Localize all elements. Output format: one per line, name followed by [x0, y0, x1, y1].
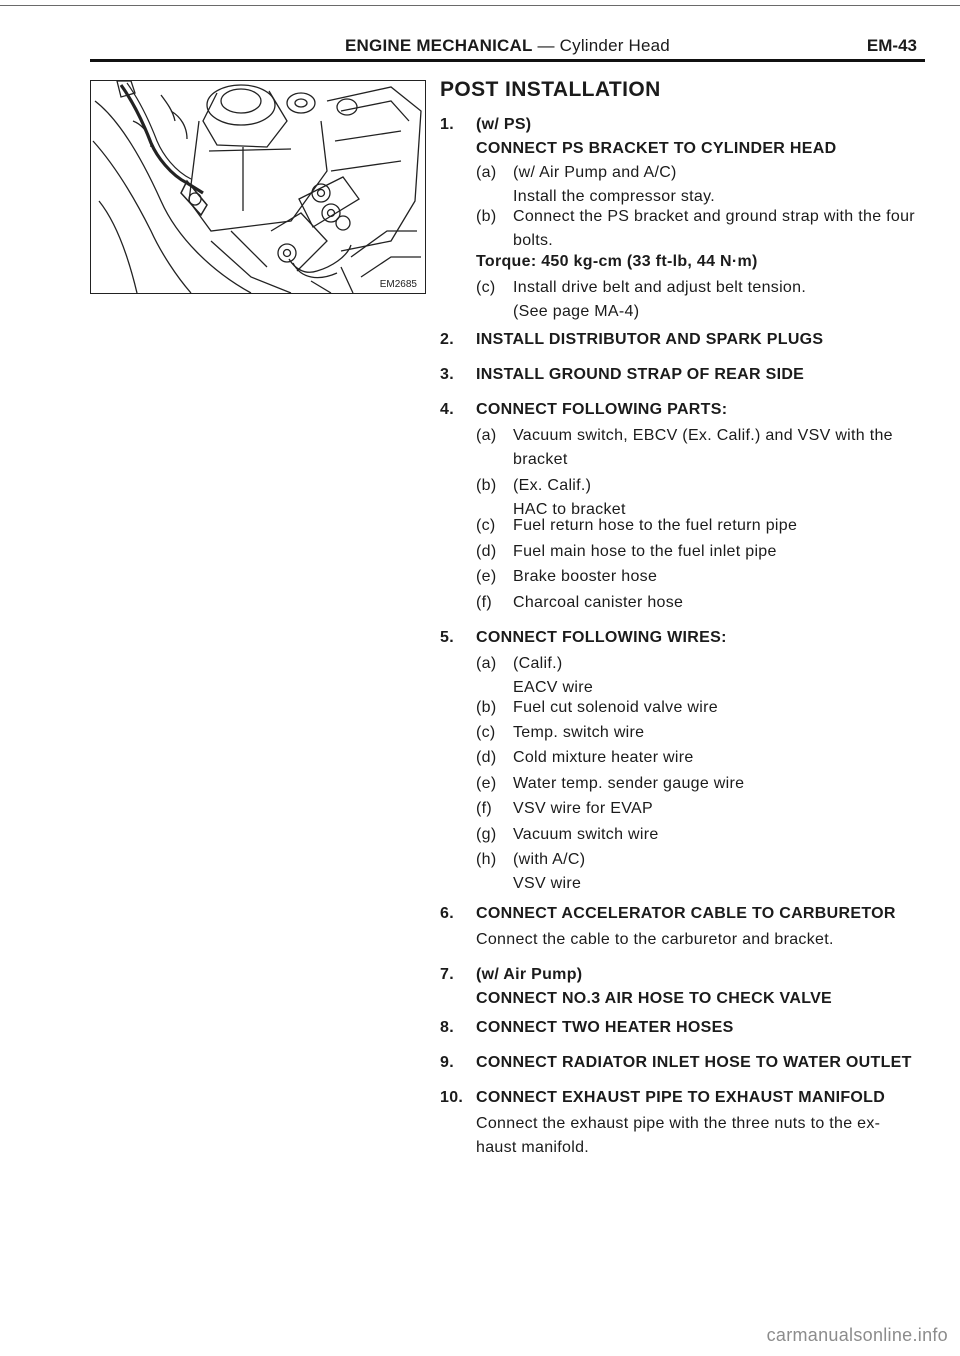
step-note-line: Connect the exhaust pipe with the three nuts to the ex- [476, 1115, 881, 1132]
substep-letter: (g) [476, 826, 497, 843]
step-number: 10. [440, 1089, 464, 1106]
step-heading: CONNECT RADIATOR INLET HOSE TO WATER OUTLET [476, 1054, 912, 1071]
engine-line-drawing [91, 81, 426, 294]
step-heading: CONNECT FOLLOWING PARTS: [476, 401, 728, 418]
substep-letter: (a) [476, 164, 497, 181]
substep-line: (Calif.) [513, 655, 563, 672]
step-number: 6. [440, 905, 454, 922]
step-number: 4. [440, 401, 454, 418]
step-number: 8. [440, 1019, 454, 1036]
step-heading: CONNECT TWO HEATER HOSES [476, 1019, 734, 1036]
step-heading: CONNECT FOLLOWING WIRES: [476, 629, 727, 646]
substep-text [513, 161, 923, 209]
substep-letter: (e) [476, 775, 497, 792]
step-number: 1. [440, 116, 454, 133]
step-note [476, 1112, 922, 1160]
figure-label: EM2685 [379, 279, 417, 290]
substep-letter: (h) [476, 851, 497, 868]
substep-letter: (e) [476, 568, 497, 585]
substep-text: Cold mixture heater wire [513, 749, 694, 766]
substep-line: Install drive belt and adjust belt tension. [513, 279, 807, 296]
substep-line: Install the compressor stay. [513, 188, 715, 205]
step-heading: INSTALL GROUND STRAP OF REAR SIDE [476, 366, 805, 383]
watermark: carmanualsonline.info [766, 1325, 948, 1345]
substep-text [513, 276, 923, 324]
step-heading-line: (w/ PS) [476, 116, 532, 133]
substep-text: Temp. switch wire [513, 724, 645, 741]
header-subsection: Cylinder Head [559, 36, 670, 55]
step-heading-line: CONNECT PS BRACKET TO CYLINDER HEAD [476, 140, 837, 157]
engine-illustration [90, 80, 426, 294]
step-number: 3. [440, 366, 454, 383]
step-heading: CONNECT EXHAUST PIPE TO EXHAUST MANIFOLD [476, 1089, 886, 1106]
substep-letter: (b) [476, 477, 497, 494]
substep-text: Fuel return hose to the fuel return pipe [513, 517, 798, 534]
substep-letter: (b) [476, 208, 497, 225]
substep-letter: (f) [476, 800, 493, 817]
step-heading-line: (w/ Air Pump) [476, 966, 583, 983]
step-heading: INSTALL DISTRIBUTOR AND SPARK PLUGS [476, 331, 824, 348]
substep-line: (See page MA-4) [513, 303, 640, 320]
substep-line: bracket [513, 451, 568, 468]
substep-text [513, 205, 923, 253]
step-number: 5. [440, 629, 454, 646]
step-number: 7. [440, 966, 454, 983]
substep-text: Water temp. sender gauge wire [513, 775, 745, 792]
substep-letter: (d) [476, 749, 497, 766]
substep-line: Connect the PS bracket and ground strap with the four [513, 208, 915, 225]
substep-line: (Ex. Calif.) [513, 477, 592, 494]
substep-line: (with A/C) [513, 851, 586, 868]
substep-text: VSV wire for EVAP [513, 800, 653, 817]
substep-text [513, 652, 923, 700]
page-header [90, 34, 925, 62]
substep-letter: (c) [476, 517, 496, 534]
step-number: 9. [440, 1054, 454, 1071]
step-heading: CONNECT ACCELERATOR CABLE TO CARBURETOR [476, 905, 896, 922]
substep-line: VSV wire [513, 875, 582, 892]
substep-text: Charcoal canister hose [513, 594, 684, 611]
substep-line: EACV wire [513, 679, 594, 696]
step-note-line: haust manifold. [476, 1139, 590, 1156]
header-title [90, 36, 925, 56]
substep-line: bolts. [513, 232, 554, 249]
substep-line: HAC to bracket [513, 501, 626, 518]
substep-text: Fuel cut solenoid valve wire [513, 699, 718, 716]
substep-text: Fuel main hose to the fuel inlet pipe [513, 543, 777, 560]
substep-letter: (a) [476, 655, 497, 672]
top-edge-line [0, 5, 960, 6]
torque-spec: Torque: 450 kg-cm (33 ft-lb, 44 N·m) [476, 253, 758, 270]
substep-text: Brake booster hose [513, 568, 658, 585]
substep-text: Vacuum switch wire [513, 826, 659, 843]
step-heading-line: CONNECT NO.3 AIR HOSE TO CHECK VALVE [476, 990, 833, 1007]
substep-line: (w/ Air Pump and A/C) [513, 164, 677, 181]
substep-letter: (b) [476, 699, 497, 716]
header-section: ENGINE MECHANICAL [345, 36, 533, 55]
substep-letter: (c) [476, 724, 496, 741]
substep-line: Vacuum switch, EBCV (Ex. Calif.) and VSV with the [513, 427, 893, 444]
section-title: POST INSTALLATION [440, 78, 661, 101]
substep-letter: (f) [476, 594, 493, 611]
header-rule [90, 59, 925, 62]
step-heading [476, 113, 922, 161]
substep-text [513, 424, 923, 472]
step-note: Connect the cable to the carburetor and bracket. [476, 931, 834, 948]
step-heading [476, 963, 922, 1011]
page-number: EM-43 [866, 36, 917, 55]
substep-text [513, 848, 923, 896]
header-dash: — [532, 36, 560, 55]
substep-letter: (c) [476, 279, 496, 296]
step-number: 2. [440, 331, 454, 348]
substep-letter: (a) [476, 427, 497, 444]
substep-letter: (d) [476, 543, 497, 560]
